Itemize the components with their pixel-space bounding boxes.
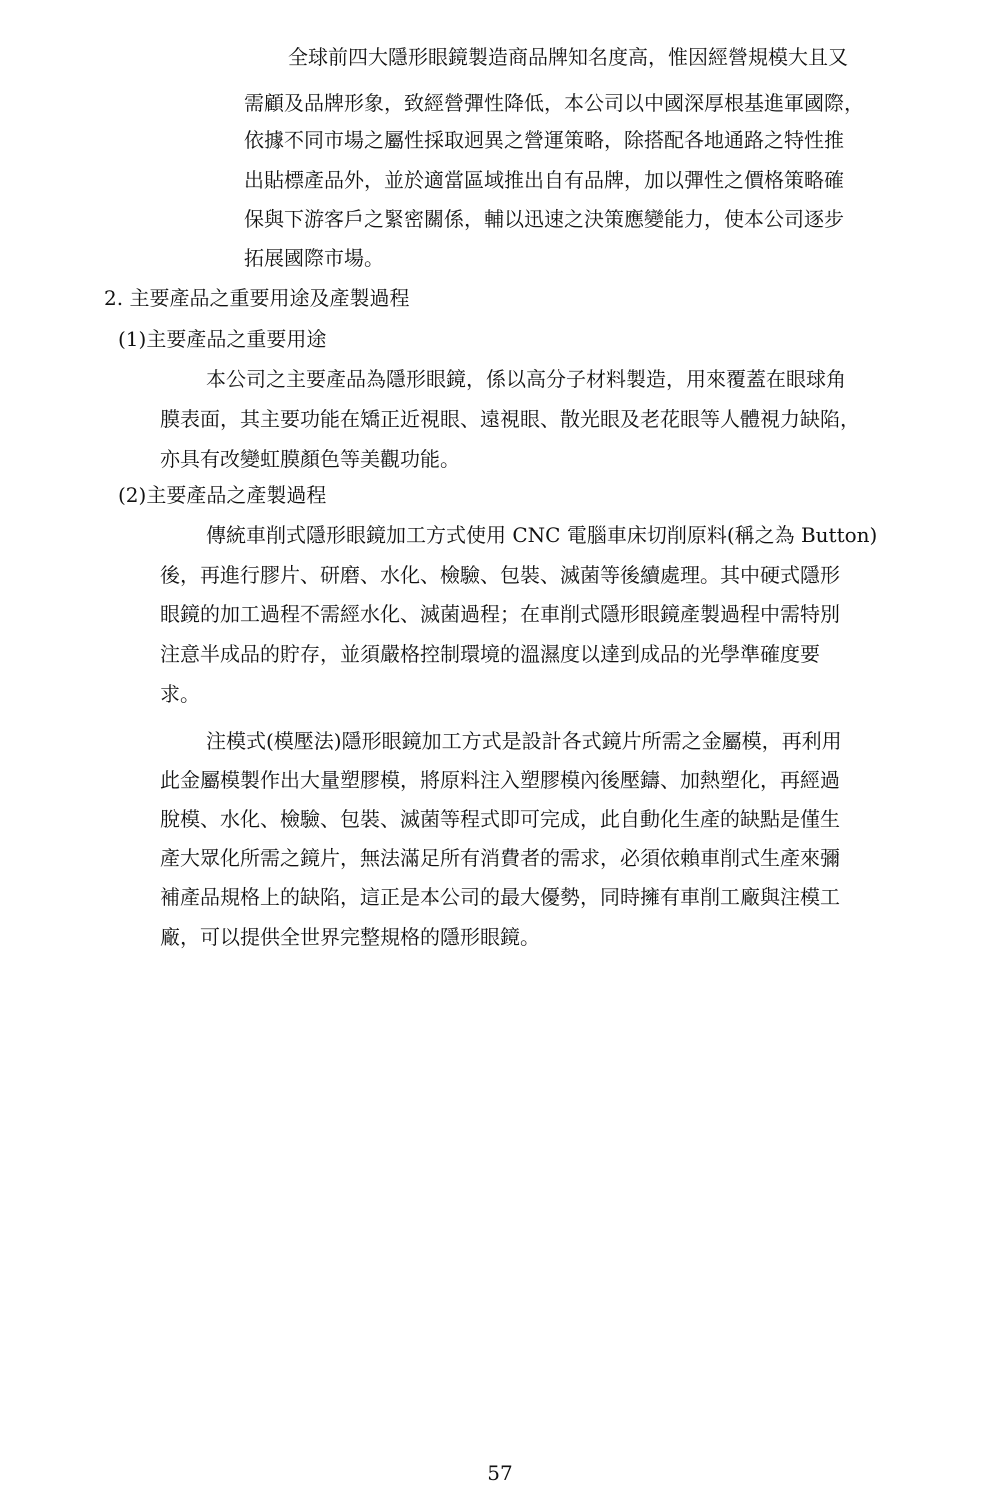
text-line: 補產品規格上的缺陷，這正是本公司的最大優勢，同時擁有車削工廠與注模工	[160, 885, 840, 909]
subsection-heading: (2)主要產品之產製過程	[118, 483, 327, 507]
text-line: 眼鏡的加工過程不需經水化、滅菌過程；在車削式隱形眼鏡產製過程中需特別	[160, 602, 840, 626]
text-line: 保與下游客戶之緊密關係，輔以迅速之決策應變能力，使本公司逐步	[244, 207, 844, 231]
text-line: 全球前四大隱形眼鏡製造商品牌知名度高，惟因經營規模大且又	[288, 45, 848, 69]
page-number: 57	[487, 1461, 513, 1485]
text-line: 注模式(模壓法)隱形眼鏡加工方式是設計各式鏡片所需之金屬模，再利用	[206, 729, 842, 753]
section-heading: 2. 主要產品之重要用途及產製過程	[104, 286, 410, 310]
text-line: 依據不同市場之屬性採取迥異之營運策略，除搭配各地通路之特性推	[244, 128, 844, 152]
text-line: 脫模、水化、檢驗、包裝、滅菌等程式即可完成，此自動化生產的缺點是僅生	[160, 807, 840, 831]
text-line: 此金屬模製作出大量塑膠模，將原料注入塑膠模內後壓鑄、加熱塑化，再經過	[160, 768, 840, 792]
text-line: 後，再進行膠片、研磨、水化、檢驗、包裝、滅菌等後續處理。其中硬式隱形	[160, 563, 840, 587]
text-line: 本公司之主要產品為隱形眼鏡，係以高分子材料製造，用來覆蓋在眼球角	[206, 367, 846, 391]
subsection-heading: (1)主要產品之重要用途	[118, 327, 327, 351]
text-line: 拓展國際市場。	[244, 246, 384, 270]
text-line: 注意半成品的貯存，並須嚴格控制環境的溫濕度以達到成品的光學準確度要	[160, 642, 820, 666]
text-line: 膜表面，其主要功能在矯正近視眼、遠視眼、散光眼及老花眼等人體視力缺陷，	[160, 407, 860, 431]
text-line: 產大眾化所需之鏡片，無法滿足所有消費者的需求，必須依賴車削式生產來彌	[160, 846, 840, 870]
text-line: 傳統車削式隱形眼鏡加工方式使用 CNC 電腦車床切削原料(稱之為 Button)	[206, 523, 878, 547]
text-line: 廠，可以提供全世界完整規格的隱形眼鏡。	[160, 925, 540, 949]
text-line: 求。	[160, 682, 200, 706]
text-line: 出貼標產品外，並於適當區域推出自有品牌，加以彈性之價格策略確	[244, 168, 844, 192]
text-line: 需顧及品牌形象，致經營彈性降低，本公司以中國深厚根基進軍國際，	[244, 91, 864, 115]
text-line: 亦具有改變虹膜顏色等美觀功能。	[160, 447, 460, 471]
